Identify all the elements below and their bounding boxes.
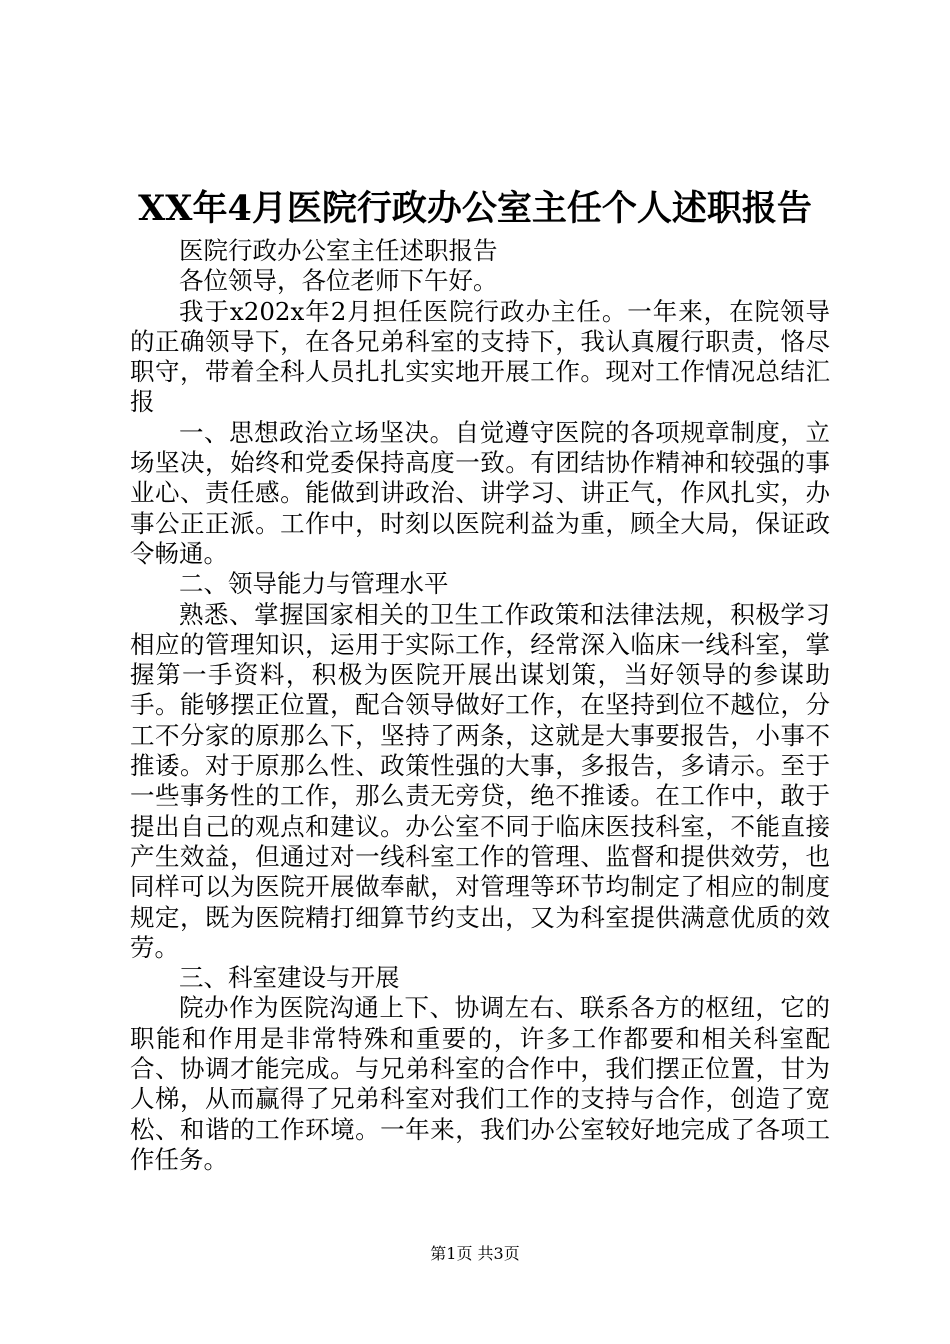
paragraph-greeting: 各位领导，各位老师下午好。 bbox=[179, 266, 498, 296]
section-heading-2: 二、领导能力与管理水平 bbox=[179, 569, 449, 599]
paragraph-section-2: 熟悉、掌握国家相关的卫生工作政策和法律法规，积极学习相应的管理知识，运用于实际工作，经常深入临床一线科室，掌握第一手资料，积极为医院开展出谋划策，当好领导的参谋助手。能够摆正位置，配合领导做好工作，在坚持到位不越位，分工不分家的原那么下，坚持了两条，这就是大事要报告，小事不推诿。对于原那么性、政策性强的大事，多报告，多请示。至于一些事务性的工作，那么责无旁贷，绝不推诿。在工作中，敢于提出自己的观点和建议。办公室不同于临床医技科室，不能直接产生效益，但通过对一线科室工作的管理、监督和提供效劳，也同样可以为医院开展做奉献，对管理等环节均制定了相应的制度规定，既为医院精打细算节约支出，又为科室提供满意优质的效劳。 bbox=[130, 599, 830, 962]
document-body bbox=[130, 236, 830, 1175]
paragraph-section-3: 院办作为医院沟通上下、协调左右、联系各方的枢纽，它的职能和作用是非常特殊和重要的，许多工作都要和相关科室配合、协调才能完成。与兄弟科室的合作中，我们摆正位置，甘为人梯，从而赢得了兄弟科室对我们工作的支持与合作，创造了宽松、和谐的工作环境。一年来，我们办公室较好地完成了各项工作任务。 bbox=[130, 993, 830, 1174]
section-heading-3: 三、科室建设与开展 bbox=[179, 963, 400, 993]
document-title: XX年4月医院行政办公室主任个人述职报告 bbox=[138, 188, 812, 229]
paragraph-intro: 我于x202x年2月担任医院行政办主任。一年来，在院领导的正确领导下，在各兄弟科室的支持下，我认真履行职责，恪尽职守，带着全科人员扎扎实实地开展工作。现对工作情况总结汇报 bbox=[130, 296, 830, 417]
page-number-footer: 第1页 共3页 bbox=[430, 1244, 520, 1263]
paragraph-subtitle: 医院行政办公室主任述职报告 bbox=[179, 236, 498, 265]
paragraph-section-1: 一、思想政治立场坚决。自觉遵守医院的各项规章制度，立场坚决，始终和党委保持高度一致。有团结协作精神和较强的事业心、责任感。能做到讲政治、讲学习、讲正气，作风扎实，办事公正正派。工作中，时刻以医院利益为重，顾全大局，保证政令畅通。 bbox=[130, 417, 830, 568]
